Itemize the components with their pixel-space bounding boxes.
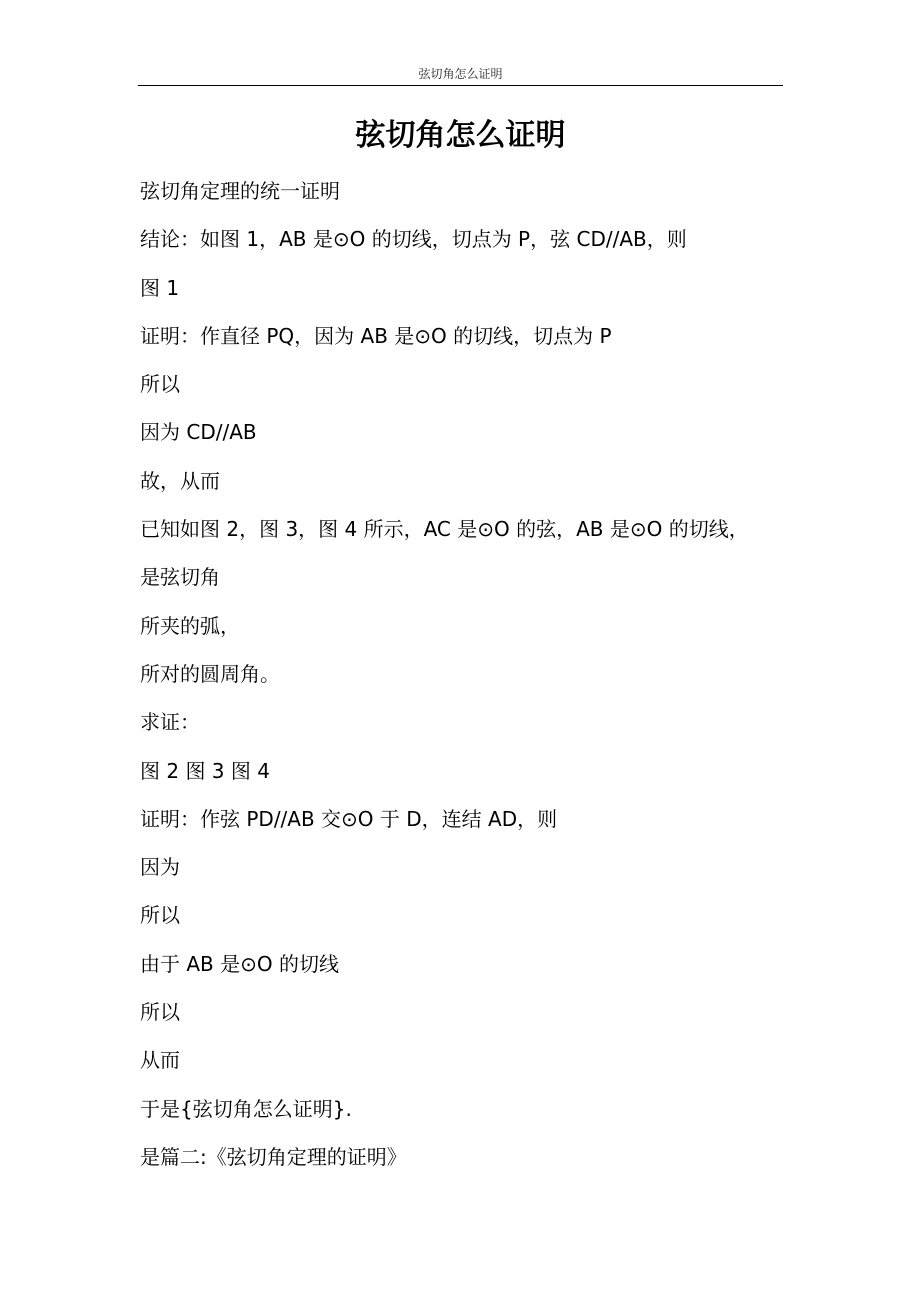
paragraph: 已知如图 2，图 3，图 4 所示，AC 是⊙O 的弦，AB 是⊙O 的切线，	[140, 517, 749, 542]
paragraph: 故，从而	[140, 468, 220, 493]
paragraph: 所对的圆周角。	[140, 661, 280, 686]
document-title: 弦切角怎么证明	[355, 118, 566, 153]
paragraph: 图 1	[140, 275, 180, 300]
running-header: 弦切角怎么证明	[418, 67, 503, 81]
paragraph: 所以	[140, 372, 180, 397]
paragraph: 因为	[140, 855, 180, 880]
paragraph: 证明：作直径 PQ，因为 AB 是⊙O 的切线，切点为 P	[140, 323, 612, 348]
document-body	[140, 167, 780, 1181]
paragraph: 所以	[140, 903, 180, 928]
paragraph: 图 2 图 3 图 4	[140, 758, 270, 783]
paragraph: 从而	[140, 1048, 180, 1073]
paragraph: 求证：	[140, 710, 200, 735]
paragraph: 是篇二:《弦切角定理的证明》	[140, 1144, 407, 1169]
paragraph: 由于 AB 是⊙O 的切线	[140, 951, 339, 976]
paragraph: 结论：如图 1，AB 是⊙O 的切线，切点为 P，弦 CD//AB，则	[140, 227, 687, 252]
header-divider	[138, 85, 783, 86]
paragraph: 所夹的弧，	[140, 613, 240, 638]
paragraph: 证明：作弦 PD//AB 交⊙O 于 D，连结 AD，则	[140, 806, 558, 831]
paragraph: 弦切角定理的统一证明	[140, 179, 340, 203]
paragraph: 因为 CD//AB	[140, 420, 257, 445]
paragraph: 所以	[140, 1000, 180, 1025]
paragraph: 是弦切角	[140, 565, 220, 590]
paragraph: 于是{弦切角怎么证明}.	[140, 1096, 352, 1121]
